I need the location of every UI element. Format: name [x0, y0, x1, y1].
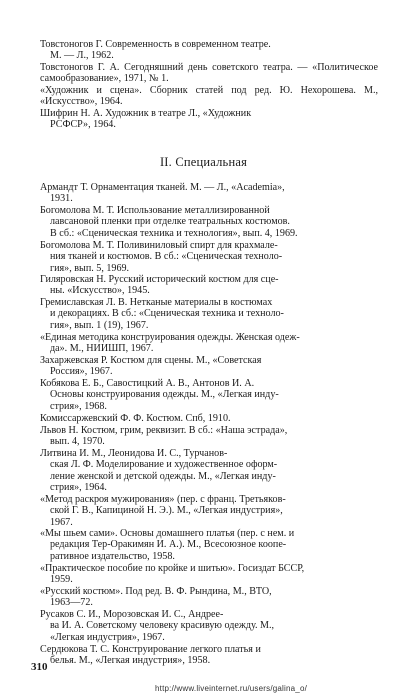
bibliography-entry [40, 586, 378, 609]
entry-line: гия», вып. 5, 1969. [50, 262, 130, 274]
entry-line: «Легкая индустрия», 1967. [50, 631, 165, 643]
bibliography-entry [40, 297, 378, 331]
entry-line: В сб.: «Сценическая техника и технология», вып. 4, 1969. [50, 227, 298, 239]
entry-line: лавсановой пленки при отделке театральных костюмов. [50, 216, 290, 228]
entry-line: Гремиславская Л. В. Нетканые материалы в костюмах [40, 297, 273, 308]
entry-line: стрия», 1964. [50, 482, 107, 494]
bibliography-entry [40, 39, 378, 62]
entry-line: Богомолова М. Т. Поливиниловый спирт для крахмале- [40, 240, 278, 251]
entry-line: ративное издательство, 1958. [50, 550, 175, 562]
entry-line: «Метод раскроя мужирования» (пер. с франц. Третьяков- [40, 494, 286, 505]
entry-line: «Единая методика конструирования одежды. Женская одеж- [40, 332, 300, 343]
entry-line: РСФСР», 1964. [50, 119, 116, 131]
bibliography-entry [40, 528, 378, 562]
bibliography-entry [40, 62, 378, 85]
entry-line: ская Л. Ф. Моделирование и художественное оформ- [50, 459, 278, 471]
page-number: 310 [31, 661, 48, 673]
entry-line: ны. «Искусство», 1945. [50, 285, 150, 297]
entry-line: 1967. [50, 516, 73, 528]
entry-line: белья. М., «Легкая индустрия», 1958. [50, 655, 211, 667]
entry-line: «Художник и сцена». Сборник статей под ред. Ю. Нехорошева. М., «Искусство», 1964. [40, 85, 378, 108]
bibliography-entry [40, 332, 378, 355]
entry-line: вып. 4, 1970. [50, 436, 105, 448]
entry-line: 1959. [50, 574, 73, 586]
entry-line: редакция Тер-Оракимян И. А.). М., Всесоюзное коопе- [50, 539, 287, 551]
entry-line: Захаржевская Р. Костюм для сцены. М., «Советская [40, 355, 262, 366]
entry-line: Комиссаржевский Ф. Ф. Костюм. Спб, 1910. [40, 413, 231, 424]
entry-line: стрия», 1968. [50, 400, 107, 412]
bibliography-entry [40, 609, 378, 643]
entry-line: «Русский костюм». Под ред. В. Ф. Рындина, М., ВТО, [40, 586, 272, 597]
bibliography-entry [40, 274, 378, 297]
entry-line: ской Г. В., Капициной Н. Э.). М., «Легкая индустрия», [50, 505, 283, 517]
bibliography-entry [40, 413, 378, 424]
bibliography-entry [40, 494, 378, 528]
entry-line: гия», вып. 1 (19), 1967. [50, 319, 149, 331]
entry-line: и декорациях. В сб.: «Сценическая техника и техноло- [50, 308, 284, 320]
bibliography-entry [40, 85, 378, 108]
bibliography-entry [40, 182, 378, 205]
entry-line: Литвина И. М., Леонидова И. С., Турчанов- [40, 448, 228, 459]
entry-line: да». М., НИИШП, 1967. [50, 343, 154, 355]
bibliography-entry [40, 425, 378, 448]
entry-line: Товстоногов Г. А. Сегодняшний день советского театра. — «Политическое самообразование», 1971, № 1. [40, 62, 378, 85]
entry-line: ва И. А. Советскому человеку красивую одежду. М., [50, 620, 275, 632]
bibliography-entry [40, 644, 378, 667]
entry-line: «Практическое пособие по кройке и шитью». Госиздат БССР, [40, 563, 305, 574]
bibliography-entry [40, 240, 378, 274]
entry-line: «Мы шьем сами». Основы домашнего платья (пер. с нем. и [40, 528, 295, 539]
entry-line: 1963—72. [50, 597, 93, 609]
bibliography-entry [40, 378, 378, 412]
bibliography-entry [40, 563, 378, 586]
entry-line: ния тканей и костюмов. В сб.: «Сценическая техноло- [50, 251, 283, 263]
entry-line: Русаков С. И., Морозовская И. С., Андрее- [40, 609, 224, 620]
entry-line: Сердюкова Т. С. Конструирование легкого платья и [40, 644, 261, 655]
entry-line: Товстоногов Г. Современность в современном театре. [40, 39, 271, 50]
entry-line: Армандт Т. Орнаментация тканей. М. — Л., «Academia», [40, 182, 285, 193]
entry-line: Львов Н. Костюм, грим, реквизит. В сб.: «Наша эстрада», [40, 425, 288, 436]
entry-line: Богомолова М. Т. Использование металлизированной [40, 205, 270, 216]
section-heading: II. Специальная [159, 155, 248, 169]
watermark-url: http://www.liveinternet.ru/users/galina_o/ [155, 684, 308, 693]
entry-line: 1931. [50, 193, 73, 205]
bibliography-entry [40, 448, 378, 494]
entry-line: ление женской и детской одежды. М., «Легкая инду- [50, 470, 276, 482]
entry-line: Гиляровская Н. Русский исторический костюм для сце- [40, 274, 279, 285]
entry-line: М. — Л., 1962. [50, 50, 114, 62]
bibliography-entry [40, 108, 378, 131]
entry-line: Россия», 1967. [50, 366, 113, 378]
entry-line: Кобякова Е. Б., Савостицкий А. В., Антонов И. А. [40, 378, 255, 389]
bibliography-entry [40, 205, 378, 239]
entry-line: Шифрин Н. А. Художник в театре Л., «Художник [40, 108, 252, 119]
bibliography-entry [40, 355, 378, 378]
entry-line: Основы конструирования одежды. М., «Легкая инду- [50, 389, 279, 401]
